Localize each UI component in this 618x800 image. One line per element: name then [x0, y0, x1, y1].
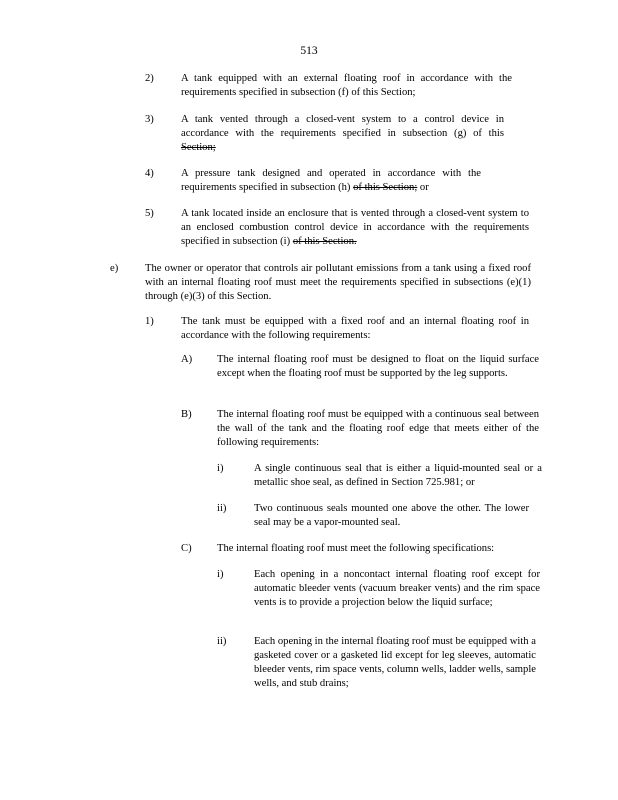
subitem-text	[217, 408, 539, 450]
subitem-marker: A)	[181, 354, 193, 365]
item-marker: 5)	[145, 208, 154, 219]
subsection-text-main: The owner or operator that controls air pollutant emissions from a tank using a fixed roof with an internal floating roof must meet the requirements specified in subsections (e)(1) through (e)(3) of this Section.	[145, 263, 531, 302]
subitem-marker: C)	[181, 543, 192, 554]
struck-text: of this Section;	[353, 182, 418, 193]
clause-marker: i)	[217, 569, 224, 580]
item-marker: 4)	[145, 168, 154, 179]
subitem-text-main: The internal floating roof must be equipped with a continuous seal between the wall of the tank and the floating roof edge that meets either of the following requirements:	[217, 409, 539, 448]
clause-marker: ii)	[217, 503, 227, 514]
clause-text-main: Two continuous seals mounted one above the other. The lower seal may be a vapor-mounted seal.	[254, 503, 529, 528]
struck-text: of this Section.	[292, 236, 357, 247]
item-text	[181, 315, 529, 343]
subitem-text-main: The internal floating roof must be designed to float on the liquid surface except when the floating roof must be supported by the leg supports.	[217, 354, 539, 379]
item-text-tail: or	[419, 182, 429, 193]
item-text	[181, 113, 504, 155]
item-text-main: A tank vented through a closed-vent system to a control device in accordance with the requirements specified in subsection (g) of this	[181, 114, 504, 139]
clause-text-main: Each opening in the internal floating roof must be equipped with a gasketed cover or a gasketed lid except for leg sleeves, automatic bleeder vents, rim space vents, column wells, ladder wells, sample wells, and stub drains;	[254, 636, 536, 689]
page-number: 513	[300, 45, 318, 57]
clause-text	[254, 568, 540, 610]
subitem-text	[217, 353, 539, 381]
subitem-marker: B)	[181, 409, 192, 420]
item-text-main: The tank must be equipped with a fixed roof and an internal floating roof in accordance with the following requirements:	[181, 316, 529, 341]
item-text-main: A tank located inside an enclosure that is vented through a closed-vent system to an enclosed combustion control device in accordance with the requirements specified in subsection (i)	[181, 208, 529, 247]
clause-marker: i)	[217, 463, 224, 474]
item-text	[181, 167, 481, 195]
subsection-marker: e)	[110, 263, 119, 274]
subitem-text	[217, 542, 539, 556]
item-text	[181, 207, 529, 249]
subitem-text-main: The internal floating roof must meet the following specifications:	[217, 543, 495, 554]
clause-text	[254, 502, 529, 530]
item-marker: 3)	[145, 114, 154, 125]
item-marker: 1)	[145, 316, 154, 327]
clause-text	[254, 635, 536, 691]
item-text	[181, 72, 512, 100]
clause-text-main: A single continuous seal that is either a liquid-mounted seal or a metallic shoe seal, as defined in Section 725.981; or	[254, 463, 542, 488]
clause-text	[254, 462, 542, 490]
item-text-main: A pressure tank designed and operated in accordance with the requirements specified in subsection (h)	[181, 168, 481, 193]
item-marker: 2)	[145, 73, 154, 84]
clause-marker: ii)	[217, 636, 227, 647]
struck-text: Section;	[181, 142, 216, 153]
clause-text-main: Each opening in a noncontact internal floating roof except for automatic bleeder vents (vacuum breaker vents) and the rim space vents is to provide a projection below the liquid surface;	[254, 569, 540, 608]
item-text-main: A tank equipped with an external floating roof in accordance with the requirements specified in subsection (f) of this Section;	[181, 73, 512, 98]
subsection-text	[145, 262, 531, 304]
